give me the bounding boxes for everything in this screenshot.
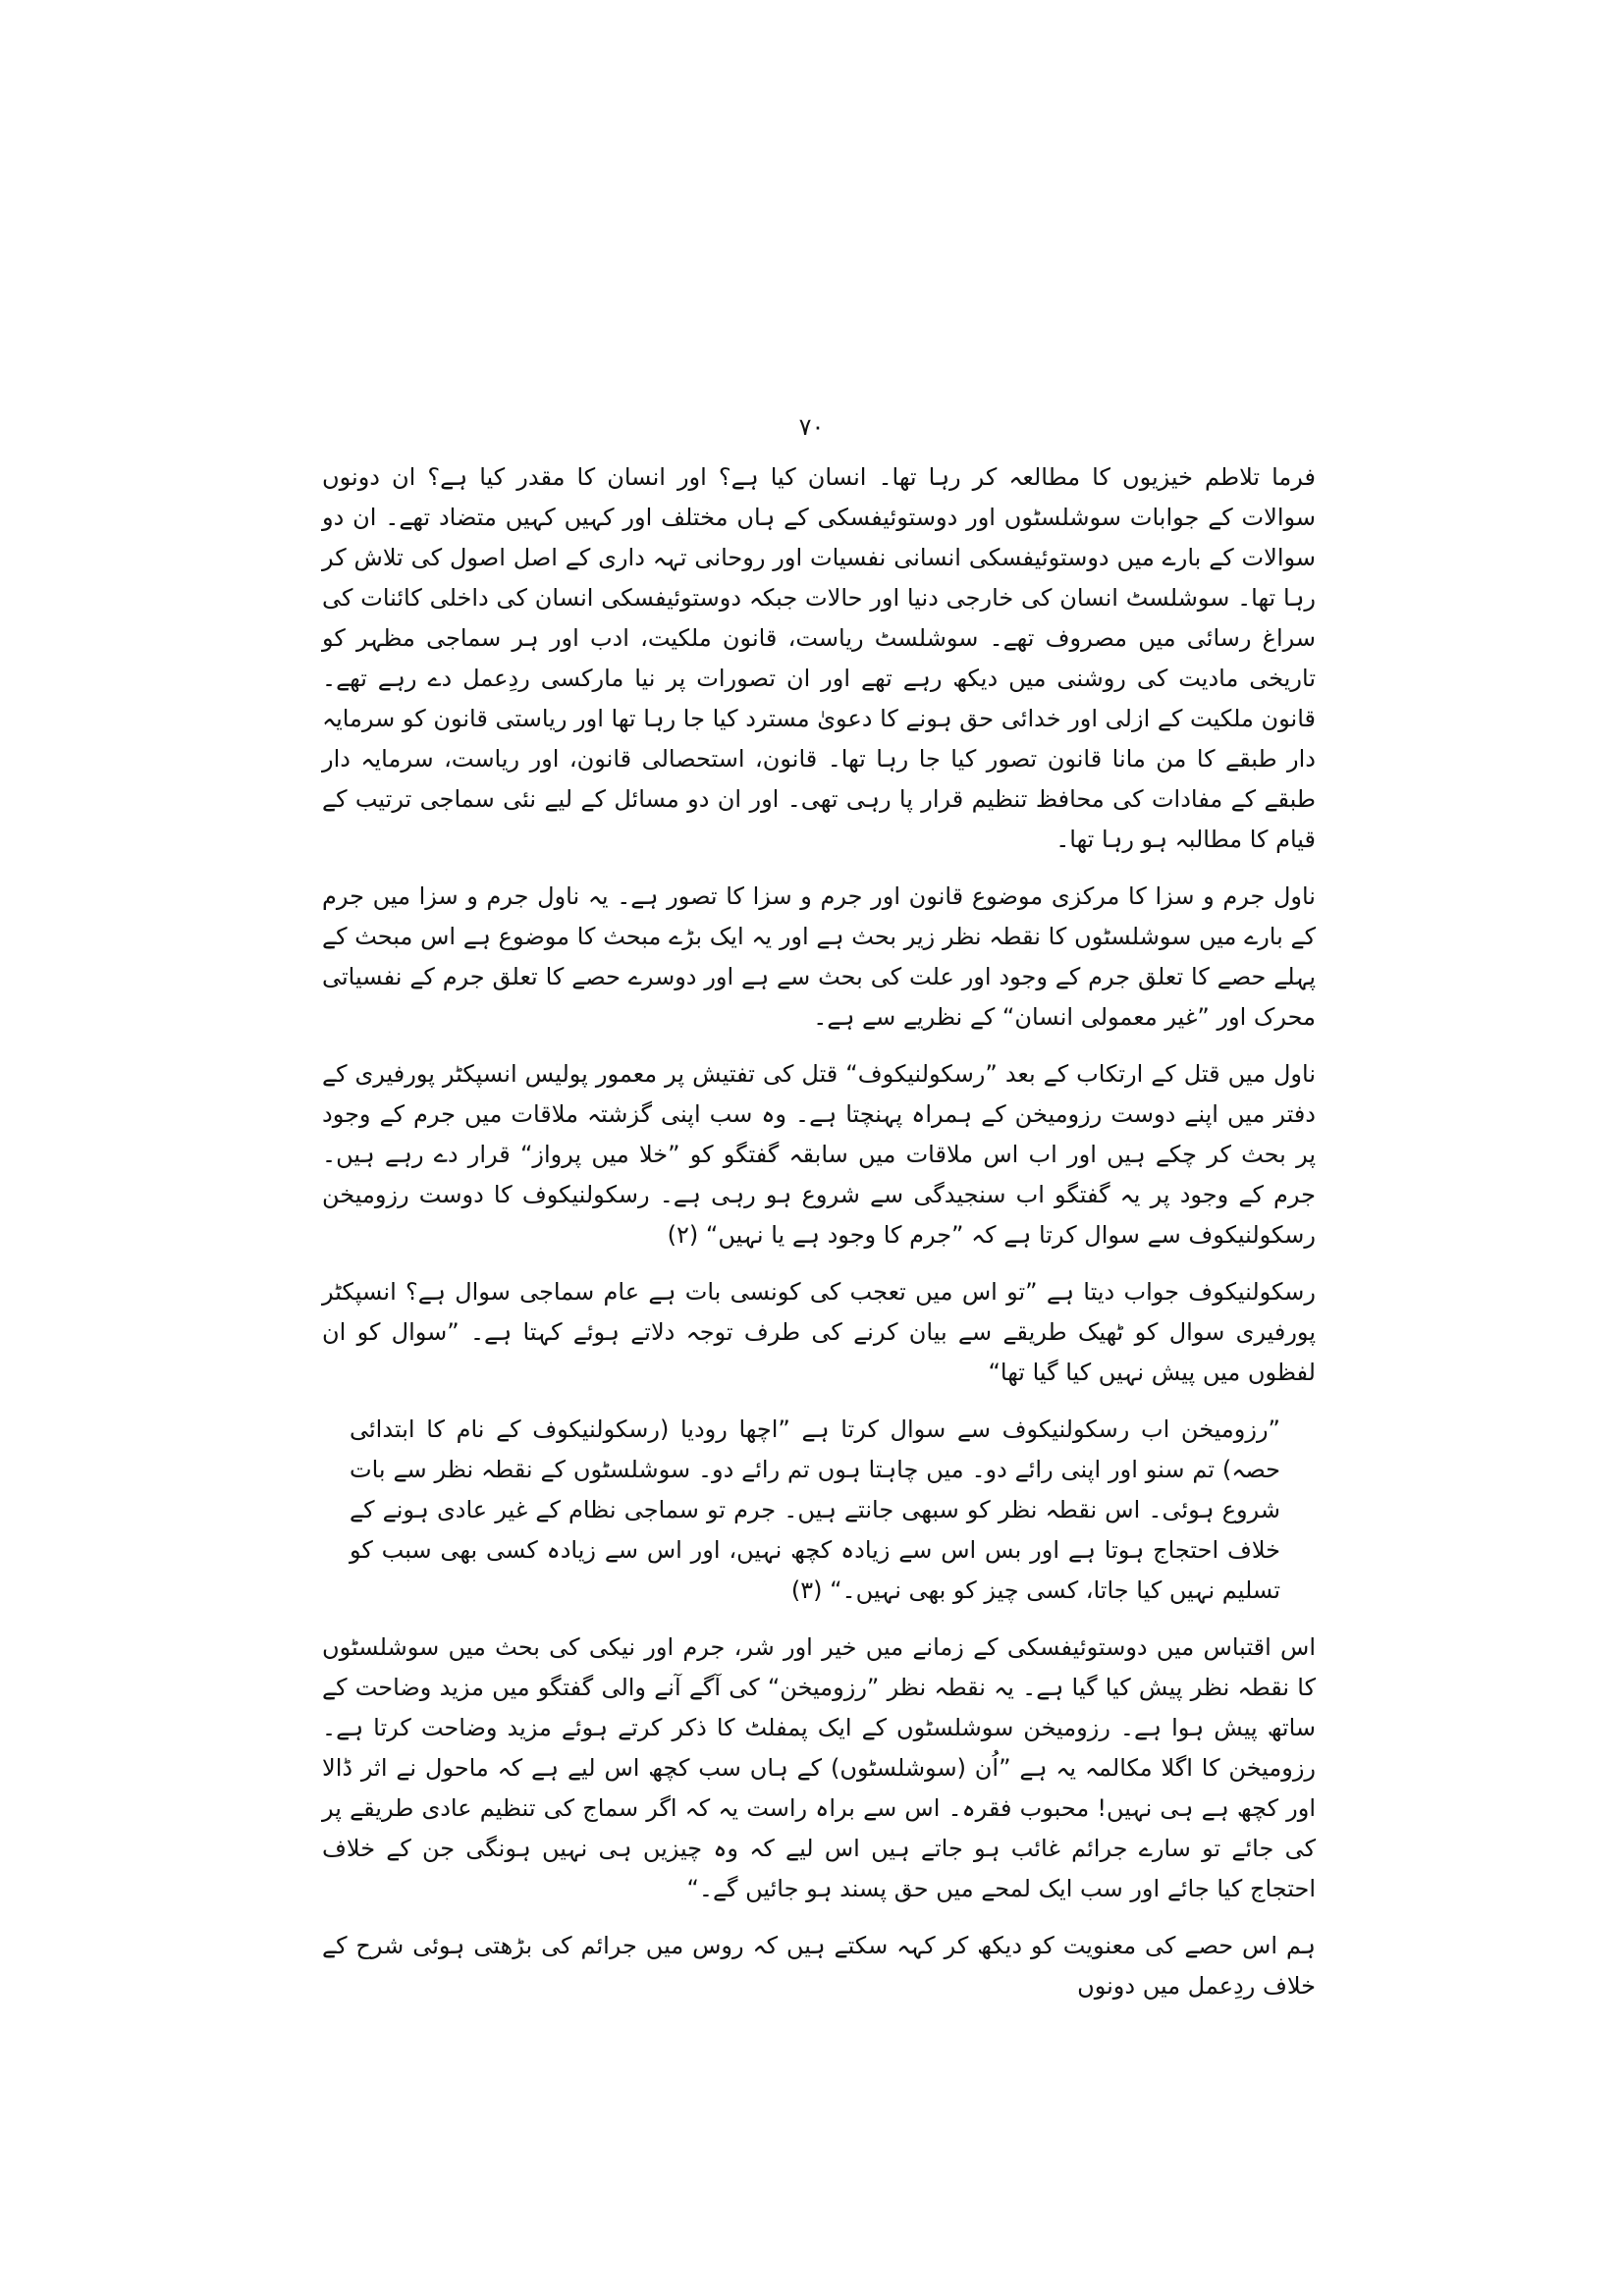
body-text [322,457,1316,2006]
paragraph-4: رسکولنیکوف جواب دیتا ہے ”تو اس میں تعجب کی کونسی بات ہے عام سماجی سوال ہے؟ انسپکٹر پورفیری سوال کو ٹھیک طریقے سے بیان کرنے کی طرف توجہ دلاتے ہوئے کہتا ہے۔ ”سوال کو ان لفظوں میں پیش نہیں کیا گیا تھا“ [322,1278,1316,1386]
paragraph-2: ناول جرم و سزا کا مرکزی موضوع قانون اور جرم و سزا کا تصور ہے۔ یہ ناول جرم و سزا میں جرم کے بارے میں سوشلسٹوں کا نقطہ نظر زیر بحث ہے اور یہ ایک بڑے مبحث کا موضوع ہے اس مبحث کے پہلے حصے کا تعلق جرم کے وجود اور علت کی بحث سے ہے اور دوسرے حصے کا تعلق جرم کے نفسیاتی محرک اور ”غیر معمولی انسان“ کے نظریے سے ہے۔ [322,882,1316,1031]
paragraph-5: اس اقتباس میں دوستوئیفسکی کے زمانے میں خیر اور شر، جرم اور نیکی کی بحث میں سوشلسٹوں کا نقطہ نظر پیش کیا گیا ہے۔ یہ نقطہ نظر ”رزومیخن“ کی آگے آنے والی گفتگو میں مزید وضاحت کے ساتھ پیش ہوا ہے۔ رزومیخن سوشلسٹوں کے ایک پمفلٹ کا ذکر کرتے ہوئے مزید وضاحت کرتا ہے۔ رزومیخن کا اگلا مکالمہ یہ ہے ”اُن (سوشلسٹوں) کے ہاں سب کچھ اس لیے ہے کہ ماحول نے اثر ڈالا اور کچھ ہے ہی نہیں! محبوب فقرہ۔ اس سے براہ راست یہ کہ اگر سماج کی تنظیم عادی طریقے پر کی جائے تو سارے جرائم غائب ہو جاتے ہیں اس لیے کہ وہ چیزیں ہی نہیں ہونگی جن کے خلاف احتجاج کیا جائے اور سب ایک لمحے میں حق پسند ہو جائیں گے۔“ [322,1633,1316,1902]
paragraph-3: ناول میں قتل کے ارتکاب کے بعد ”رسکولنیکوف“ قتل کی تفتیش پر معمور پولیس انسپکٹر پورفیری کے دفتر میں اپنے دوست رزومیخن کے ہمراہ پہنچتا ہے۔ وہ سب اپنی گزشتہ ملاقات میں جرم کے وجود پر بحث کر چکے ہیں اور اب اس ملاقات میں سابقہ گفتگو کو ”خلا میں پرواز“ قرار دے رہے ہیں۔ جرم کے وجود پر یہ گفتگو اب سنجیدگی سے شروع ہو رہی ہے۔ رسکولنیکوف کا دوست رزومیخن رسکولنیکوف سے سوال کرتا ہے کہ ”جرم کا وجود ہے یا نہیں“ (۲) [322,1060,1316,1249]
page-number: ۷۰ [798,413,825,441]
paragraph-1: فرما تلاطم خیزیوں کا مطالعہ کر رہا تھا۔ انسان کیا ہے؟ اور انسان کا مقدر کیا ہے؟ ان دونوں سوالات کے جوابات سوشلسٹوں اور دوستوئیفسکی کے ہاں مختلف اور کہیں کہیں متضاد تھے۔ ان دو سوالات کے بارے میں دوستوئیفسکی انسانی نفسیات اور روحانی تہہ داری کے اصل اصول کی تلاش کر رہا تھا۔ سوشلسٹ انسان کی خارجی دنیا اور حالات جبکہ دوستوئیفسکی انسان کی داخلی کائنات کی سراغ رسائی میں مصروف تھے۔ سوشلسٹ ریاست، قانون ملکیت، ادب اور ہر سماجی مظہر کو تاریخی مادیت کی روشنی میں دیکھ رہے تھے اور ان تصورات پر نیا مارکسی ردِعمل دے رہے تھے۔ قانون ملکیت کے ازلی اور خدائی حق ہونے کا دعویٰ مسترد کیا جا رہا تھا اور ریاستی قانون کو سرمایہ دار طبقے کا من مانا قانون تصور کیا جا رہا تھا۔ قانون، استحصالی قانون، اور ریاست، سرمایہ دار طبقے کے مفادات کی محافظ تنظیم قرار پا رہی تھی۔ اور ان دو مسائل کے لیے نئی سماجی ترتیب کے قیام کا مطالبہ ہو رہا تھا۔ [322,463,1316,853]
block-quote: ”رزومیخن اب رسکولنیکوف سے سوال کرتا ہے ”اچھا رودیا (رسکولنیکوف کے نام کا ابتدائی حصہ) تم سنو اور اپنی رائے دو۔ میں چاہتا ہوں تم رائے دو۔ سوشلسٹوں کے نقطہ نظر سے بات شروع ہوئی۔ اس نقطہ نظر کو سبھی جانتے ہیں۔ جرم تو سماجی نظام کے غیر عادی ہونے کے خلاف احتجاج ہوتا ہے اور بس اس سے زیادہ کچھ نہیں، اور اس سے زیادہ کسی بھی سبب کو تسلیم نہیں کیا جاتا، کسی چیز کو بھی نہیں۔“ (۳) [350,1415,1280,1604]
paragraph-6: ہم اس حصے کی معنویت کو دیکھ کر کہہ سکتے ہیں کہ روس میں جرائم کی بڑھتی ہوئی شرح کے خلاف ردِعمل میں دونوں [322,1932,1316,2000]
